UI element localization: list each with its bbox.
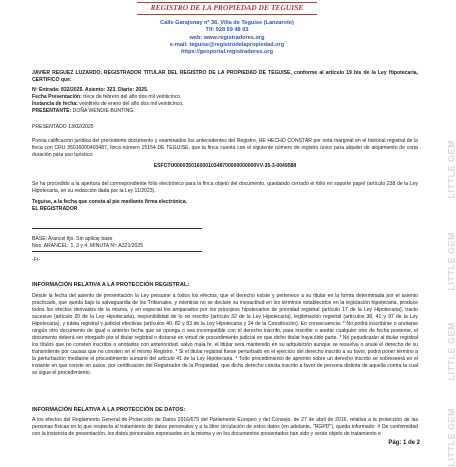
registry-title: REGISTRO DE LA PROPIEDAD DE TEGUISE xyxy=(150,3,304,12)
section-proteccion-registral-text: Desde la fecha del asiento de presentación la Ley presume a todos los efectos, que el derecho existe y pertenece a su titular en la forma determinada por el asiento practicado, que queda bajo la salvaguardia de los Tribunales, y mientras no se declare su inexactitud en los términos establecidos en la legislación hipotecaria, produce todos los efectos derivados de la misma, y en especial los amparados por los principios hipotecarios de prioridad registral (artículo 17 de la Ley Hipotecaria), tracto sucesivo (artículo 20 de la Ley Hipotecaria), inoponibilidad de lo no inscrito (artículo 32 de la Ley Hipotecaria), legitimación registral (artículos 38, 41 y 97 de la Ley Hipotecaria), y tutela registral y judicial efectivas (artículos 40, 82 y 83 de la Ley Hipotecaria y 24 de la Constitución). En consecuencia: * No podrá inscribirse o anotarse ningún otro documento de igual o anterior fecha que se oponga o sea incompatible con el derecho inscrito, para inscribir o anotar cualquier otro de fecha posterior, el documento deberá ser otorgado por el titular registral o dictarse en virtud de procedimiento judicial en que dicho titular haya sido parte. * No perjudicarán al titular registral los títulos que no consten inscritos o anotados con anterioridad; salvo mala fe, el titular será mantenido en su adquisición aunque se resuelva o anule el derecho de su transmitente por causas que no consten en el mismo Registro. * Si el titular registral fuese perturbado en el ejercicio del derecho inscrito a su favor, podrá poner término a la perturbación mediante el procedimiento sumario del artículo 41 de la Ley Hipotecaria. * Todo procedimiento de apremio sobre un derecho inscrito se sobreseerá en el instante en que conste en autos, por certificación del Registrador de la Propiedad, que dicho derecho consta inscrito a favor de persona distinta de aquella contra la cual se sigue el procedimiento. xyxy=(32,293,418,376)
watermark-3: LITTLE GEM xyxy=(446,322,456,381)
watermark-4: LITTLE GEM xyxy=(446,408,456,467)
arancel-rule-bottom xyxy=(32,251,202,252)
presentante: PRESENTANTE: DOÑA WENDIE BUNTING. xyxy=(32,108,135,114)
registry-contact-block xyxy=(120,20,334,56)
registry-unique-code: ESFCTU00003501600010348700000000000VV-35-3-0049588 xyxy=(153,163,297,169)
watermark-1: LITTLE GEM xyxy=(446,140,456,199)
registry-email: e-mail: teguise@registrodelapropiedad.org xyxy=(169,41,285,48)
presentado-line: PRESENTADO 13/02/2025 xyxy=(32,124,94,130)
registry-phone: Tlf: 928 59 48 03 xyxy=(205,27,249,34)
entry-details xyxy=(32,87,418,115)
arancel-rule xyxy=(32,228,202,229)
section-proteccion-datos-title: INFORMACIÓN RELATIVA A LA PROTECCIÓN DE DATOS: xyxy=(32,407,186,413)
entry-number: Nº Entrada: 832/2025. Asiento: 323. Diario: 2025. xyxy=(32,87,149,93)
registry-geoportal: https://geoportal.registradores.org xyxy=(181,49,273,56)
header-rule-bottom xyxy=(137,14,317,15)
fecha-presentacion: Fecha Presentación: trece de febrero del año dos mil veinticinco. xyxy=(32,94,182,100)
end-mark: -Fr- xyxy=(32,257,41,263)
folio-paragraph: Se ha procedido a la apertura del correspondiente folio electrónico para la finca objeto del documento, quedando cerrado el folio en soporte papel (artículo 238 de la Ley Hipotecaria, en su redacción dada por la Ley 11/2023). xyxy=(32,181,418,194)
calificacion-paragraph: Previa calificación jurídica del precedente documento y examinados los antecedentes del Registro, HE HECHO CONSTAR por nota marginal en el historial registral de la finca con CRU 35016000403487, finca número 15154 DE TEGUISE, que la finca cuenta con el siguiente número de registro único para alquiler de alojamiento de corta duración para uso turístico: xyxy=(32,138,418,158)
page-number: Pág: 1 de 2 xyxy=(388,440,420,446)
closing-block: Teguise, a la fecha que consta al pie mediante firma electrónica. EL REGISTRADOR xyxy=(32,199,188,212)
arancel-block xyxy=(32,236,418,250)
registry-web: web: www.registradores.org xyxy=(189,34,265,41)
section-proteccion-registral-title: INFORMACIÓN RELATIVA A LA PROTECCIÓN REGISTRAL: xyxy=(32,282,190,288)
registry-address: Calle Garajonay nº 36. Villa de Teguise (Lanzarote) xyxy=(160,20,294,26)
arancel-minuta: Nos. ARANCEL: 1, 3 y 4. MINUTA Nº: A321/2025 xyxy=(32,243,144,249)
arancel-base: BASE: Arancel fijo. Sin aplicar base xyxy=(32,236,113,242)
watermark-2: LITTLE GEM xyxy=(446,232,456,291)
instancia-fecha: Instancia de fecha: veintitrés de enero del año dos mil veinticinco. xyxy=(32,101,184,107)
section-proteccion-datos-text: A los efectos del Reglamento General de Protección de Datos 2016/679 del Parlamento Europeo y del Consejo, de 27 de abril de 2016, relativa a la protección de las personas físicas en lo que respecta al tratamiento de datos personales y a la libre circulación de estos datos (en adelante, "RGPD"), queda informado: # De conformidad con la instancia de presentación, los datos personales expresados en la misma y en los documentos presentados han sido y serán objeto de tratamiento e xyxy=(32,417,418,437)
certification-intro: JAVIER REGUEZ LUZARDO, REGISTRADOR TITULAR DEL REGISTRO DE LA PROPIEDAD DE TEGUISE, conforme al artículo 19 bis de la Ley Hipotecaria, CERTIFICO que: xyxy=(32,70,418,83)
